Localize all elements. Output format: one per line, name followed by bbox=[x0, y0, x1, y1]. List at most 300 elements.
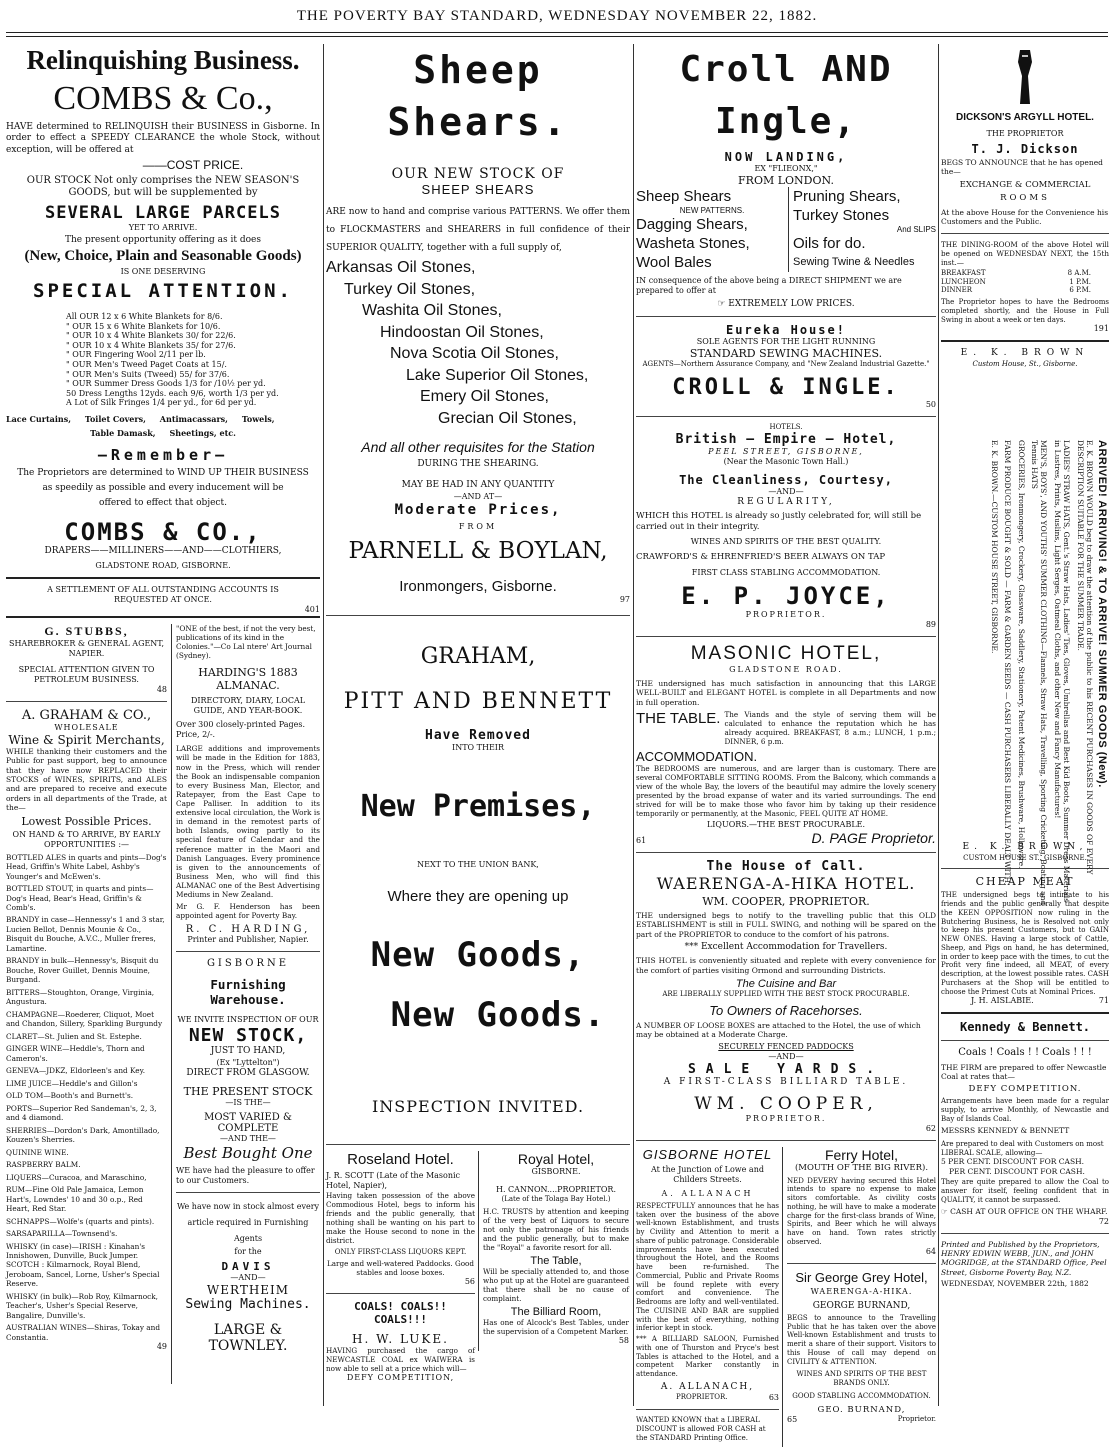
d-page-proprietor: D. PAGE Proprietor. bbox=[811, 830, 936, 846]
wine-list bbox=[6, 853, 167, 1343]
wines-spirits: WINES AND SPIRITS OF THE BEST QUALITY. bbox=[690, 537, 882, 547]
goods-right: Pruning Shears, bbox=[793, 188, 901, 205]
ad-number: 49 bbox=[156, 1342, 167, 1352]
cooper-text: THE undersigned begs to notify to the travelling public that this OLD ESTABLISHMENT is still in FULL SWING, and nothing will be spared on the part of the PROPRIETOR to conduce to the comfort of his patrons. bbox=[636, 911, 936, 939]
gisborne-hotel-heading: GISBORNE HOTEL bbox=[642, 1146, 773, 1162]
croll-ingle-title: Croll AND Ingle, bbox=[679, 49, 893, 142]
is-the: —IS THE— bbox=[225, 1097, 271, 1107]
and-the: —AND THE— bbox=[220, 1133, 276, 1143]
meal-times bbox=[941, 269, 1109, 295]
hw-luke: H. W. LUKE. bbox=[352, 1332, 449, 1347]
new-goods-2: New Goods. bbox=[390, 994, 606, 1035]
yet-to-arrive: YET TO ARRIVE. bbox=[128, 222, 198, 232]
meat-text: THE undersigned begs to intimate to his friends and the public generally that despite the KEEN OPPOSITION now ruling in the Butchering Business, he is Resolved not only to keep his present Customers, but to GAIN NEW ONES. Having a large stock of Cattle, Sheep, and Pigs on hand, he has determined, in order to keep pace with the times, to cut the Profit very fine indeed, all MEAT, of every description, at the lowest possible rates. CASH Purchasers at the Shop will be entitled to choose the Primest Cuts at Nominal Prices. bbox=[941, 891, 1109, 996]
messrs: MESSRS KENNEDY & BENNETT bbox=[941, 1126, 1070, 1136]
sole-agents: SOLE AGENTS FOR THE LIGHT RUNNING bbox=[696, 337, 876, 347]
wine-item: QUININE WINE. bbox=[6, 1147, 69, 1157]
large-townley: LARGE & TOWNLEY. bbox=[208, 1321, 288, 1354]
luke-text: HAVING purchased the cargo of NEWCASTLE COAL ex WAIWERA is now able to sell at a price which will— bbox=[326, 1346, 475, 1374]
extremely-low-text: EXTREMELY LOW PRICES. bbox=[728, 299, 855, 309]
is-one-deserving: IS ONE DESERVING bbox=[120, 267, 206, 276]
five-percent-2: PER CENT. DISCOUNT FOR CASH. bbox=[949, 1166, 1085, 1176]
custom-house: CUSTOM HOUSE ST., GISBORNE. bbox=[963, 853, 1087, 862]
stubbs-heading: G. STUBBS, bbox=[44, 623, 129, 638]
waerenga-label: WAERENGA-A-HIKA. bbox=[810, 1286, 913, 1296]
harding-pages: Over 300 closely-printed Pages. Price, 2/-. bbox=[176, 720, 306, 740]
joyce-proprietor: PROPRIETOR. bbox=[745, 609, 827, 619]
price-item: " OUR Men's Tweed Paget Coats at 15/. bbox=[66, 359, 227, 369]
proprietors-line-2: as speedily as possible and every inducement will be bbox=[42, 483, 284, 494]
fenced-paddocks: SECURELY FENCED PADDOCKS bbox=[718, 1041, 854, 1051]
column-rule bbox=[938, 44, 939, 1406]
wine-spirit-merchants: Wine & Spirit Merchants, bbox=[8, 732, 165, 747]
first-class-stabling: FIRST CLASS STABLING ACCOMMODATION. bbox=[691, 567, 881, 577]
the-table-heading: THE TABLE. bbox=[636, 710, 721, 727]
tj-dickson: T. J. Dickson bbox=[971, 142, 1079, 156]
wanted-known: WANTED KNOWN that a LIBERAL DISCOUNT is allowed FOR CASH at the STANDARD Printing Office. bbox=[636, 1416, 766, 1442]
sewing-machines: Sewing Machines. bbox=[185, 1296, 311, 1312]
good-stabling: GOOD STABLING ACCOMMODATION. bbox=[792, 1391, 931, 1400]
gisborne-hotel-ad bbox=[636, 1147, 782, 1447]
arrived-arriving: ARRIVED! ARRIVING! & TO ARRIVE! SUMMER GOODS (New). bbox=[1096, 440, 1108, 789]
aislabie: J. H. AISLABIE. bbox=[971, 996, 1034, 1006]
accommodation-text bbox=[761, 749, 763, 764]
rotated-ad bbox=[942, 440, 1108, 908]
masonic-hotel: MASONIC HOTEL, bbox=[690, 642, 882, 664]
mens-boys-clothing: MEN'S, BOYS', AND YOUTHS' SUMMER CLOTHING—Flannels, Straw Hats, Travelling, Sporting Cricketing, Boating and Tennis HATS bbox=[1030, 440, 1049, 906]
roseland-heading: Roseland Hotel. bbox=[347, 1150, 454, 1168]
geo-burnand: GEO. BURNAND, bbox=[817, 1404, 906, 1415]
masonic-intro: THE undersigned has much satisfaction in announcing that this LARGE WELL-BUILT and ELEGANT HOTEL is complete in all Departments and now in full operation. bbox=[636, 678, 936, 707]
ad-number: 48 bbox=[156, 684, 167, 694]
burnand-text: BEGS to announce to the Travelling Public that he has taken over the above Well-known Establishment and trusts to merit a share of their support. Visitors to this House of call may depend on CIVILITY & ATTENTION. bbox=[787, 1313, 936, 1366]
the-table-text: The Viands and the style of serving them will be calculated to enhance the reputation which he has already acquired. BREAKFAST, 8 a.m.; LUNCH, 1 p.m.; DINNER, 6 p.m. bbox=[724, 710, 936, 746]
ad-number: 71 bbox=[1098, 996, 1109, 1006]
wertheim: WERTHEIM bbox=[206, 1282, 290, 1297]
meal-row: DINNER 6 P.M. bbox=[941, 286, 1091, 295]
remember: —Remember— bbox=[97, 445, 229, 464]
wine-item: SARSAPARILLA—Townsend's. bbox=[6, 1229, 118, 1239]
wine-item: BOTTLED ALES in quarts and pints—Dog's Head, Griffin's White Label, Ashby's Younger's and McEwen's. bbox=[6, 852, 167, 881]
wine-item: SHERRIES—Dordon's Dark, Amontillado, Kouzen's Sherries. bbox=[6, 1125, 160, 1145]
peel-street: PEEL STREET, GISBORNE, bbox=[708, 446, 864, 456]
wine-item: SCHNAPPS—Wolfe's (quarts and pints). bbox=[6, 1216, 155, 1226]
proprietors-line-1: The Proprietors are determined to WIND UP THEIR BUSINESS bbox=[17, 467, 309, 478]
sheep-shears-text: ARE now to hand and comprise various PATTERNS. We offer them to FLOCKMASTERS and SHEARERS in full confidence of their SUPERIOR QUALITY, together with a full supply of, bbox=[326, 207, 630, 253]
gisborne-label: GISBORNE bbox=[206, 958, 290, 970]
graham-wine-ad bbox=[6, 624, 171, 1384]
goods-line-2: Table Damask, Sheetings, etc. bbox=[90, 427, 236, 438]
price-item: " OUR Fingering Wool 2/11 per lb. bbox=[66, 350, 206, 360]
stubbs-sub: SHAREBROKER & GENERAL AGENT, NAPIER. bbox=[8, 638, 165, 658]
exchange-commercial: EXCHANGE & COMMERCIAL bbox=[959, 179, 1091, 190]
ad-number: 89 bbox=[925, 619, 936, 629]
now-landing: NOW LANDING, bbox=[724, 150, 848, 164]
h-cannon: H. CANNON....PROPRIETOR. bbox=[495, 1184, 616, 1194]
furnishing-warehouse: Furnishing Warehouse. bbox=[210, 977, 286, 1008]
allanach-sign: A. ALLANACH, bbox=[660, 1381, 755, 1392]
combs-co-footer: COMBS & CO., bbox=[64, 517, 262, 546]
goods-left: Sheep Shears bbox=[636, 188, 732, 205]
the-table: The Table, bbox=[530, 1255, 582, 1268]
on-hand: ON HAND & TO ARRIVE, BY EARLY OPPORTUNITIES :— bbox=[12, 829, 161, 849]
owners-racehorses: To Owners of Racehorses. bbox=[709, 1002, 863, 1018]
goods-line-1: Lace Curtains, Toilet Covers, Antimacassars, Towels, bbox=[6, 413, 275, 424]
oil-stone: Emery Oil Stones, bbox=[420, 388, 549, 405]
kennedy-bennett: Kennedy & Bennett. bbox=[959, 1020, 1091, 1035]
special-attention: SPECIAL ATTENTION. bbox=[33, 280, 293, 302]
graham-text: WHILE thanking their customers and the Public for past support, beg to announce that they have now REPLACED their STOCKS of WINES, SPIRITS, and ALES and are prepared to receive and execute orders in all departments of the Trade, at the— bbox=[6, 746, 167, 813]
oil-stone: Hindoostan Oil Stones, bbox=[380, 323, 544, 341]
custom-house-street: E. K. BROWN.—CUSTOM HOUSE STREET, GISBORNE. bbox=[990, 440, 999, 654]
lowest-prices: Lowest Possible Prices. bbox=[21, 814, 152, 828]
a-allanach: A. ALLANACH bbox=[661, 1188, 754, 1198]
wine-item: AUSTRALIAN WINES—Shiras, Tokay and Constantia. bbox=[6, 1323, 161, 1342]
ladies-straw-hats: LADIES' STRAW HATS, Gent.'s Straw Hats, Ladies' Ties, Gloves, Umbrellas and Best Kid Boots, Summer Dress Materials in Lustres, Prints, Muslins, Light Serges, Oatmeal Cloths, and other New and Fancy Manufactures! bbox=[1052, 440, 1072, 903]
sir-george-grey: Sir George Grey Hotel, bbox=[795, 1269, 928, 1285]
ferry-hotel-heading: Ferry Hotel, bbox=[824, 1146, 899, 1163]
gisborne-hotel-junction: At the Junction of Lowe and Childers Streets. bbox=[651, 1164, 764, 1184]
billiard-room: The Billiard Room, bbox=[510, 1306, 602, 1319]
roseland-hotel-ad bbox=[326, 1150, 478, 1383]
prepared-to-deal: Are prepared to deal with Customers on most LIBERAL SCALE, allowing— bbox=[941, 1139, 1104, 1157]
oil-stones-list bbox=[326, 257, 630, 429]
from: FROM bbox=[458, 521, 498, 531]
proprietors-line-3: offered to effect that object. bbox=[99, 498, 227, 509]
ad-number: 63 bbox=[768, 1393, 779, 1403]
house-of-call: The House of Call. bbox=[706, 859, 866, 874]
masthead-rule-2 bbox=[6, 36, 1108, 37]
publication-date: WEDNESDAY, NOVEMBER 22th, 1882 bbox=[941, 1279, 1089, 1289]
which-hotel: WHICH this HOTEL is already so justly celebrated for, will still be carried out in their integrity. bbox=[636, 511, 922, 532]
harding-quote: "ONE of the best, if not the very best, publications of its kind in the Colonies."—Co Lal ntere' Art Journal (Sydney). bbox=[176, 623, 316, 661]
ad-number: 401 bbox=[304, 604, 320, 614]
wm-cooper: WM. COOPER, bbox=[694, 1093, 878, 1114]
wine-item: PORTS—Superior Red Sandeman's, 2, 3, and 4 diamond. bbox=[6, 1103, 157, 1123]
price-item: 50 Dress Lengths 12yds. each 9/6, worth 1/3 per yd. bbox=[66, 388, 279, 398]
and-connector-2: —AND— bbox=[768, 1051, 804, 1061]
sale-yards: SALE YARDS. bbox=[687, 1061, 885, 1077]
sheep-shears-title: Sheep Shears. bbox=[387, 48, 569, 144]
defy-competition: DEFY COMPETITION, bbox=[346, 1373, 455, 1383]
dickson-begs: BEGS TO ANNOUNCE that he has opened the— bbox=[941, 158, 1103, 177]
during-shearing: DURING THE SHEARING. bbox=[417, 459, 539, 469]
five-percent: 5 PER CENT. DISCOUNT FOR CASH. bbox=[941, 1157, 1085, 1167]
goods-left-sub: NEW PATTERNS. bbox=[679, 206, 745, 215]
wm-cooper-prop: WM. COOPER, PROPRIETOR. bbox=[702, 895, 870, 908]
wine-item: CLARET—St. Julien and St. Estephe. bbox=[6, 1031, 142, 1041]
coals-heading: COALS! COALS!! COALS!!! bbox=[354, 1300, 447, 1327]
brown-attention: E. K. BROWN WOULD beg to draw the attention of the public to his RECENT PURCHASES IN GOODS OF EVERY DESCRIPTION SUITABLE FOR THE SUMMER TRADE. bbox=[1075, 440, 1094, 875]
goods-left: Dagging Shears, bbox=[636, 216, 748, 233]
several-large-parcels: SEVERAL LARGE PARCELS bbox=[45, 202, 281, 223]
oil-stone: Washita Oil Stones, bbox=[362, 302, 502, 319]
hotels-label: HOTELS. bbox=[769, 423, 803, 431]
ek-brown: E. K. BROWN, bbox=[962, 842, 1088, 853]
ironmongers: Ironmongers, Gisborne. bbox=[399, 577, 557, 595]
arrangements: Arrangements have been made for a regular supply, to arrive Monthly, of Newcastle and Bay of Islands Coal. bbox=[941, 1097, 1109, 1123]
ad-number: 50 bbox=[925, 400, 936, 409]
we-have-pleasure: WE have had the pleasure to offer to our Customers. bbox=[176, 1165, 315, 1185]
ep-joyce: E. P. JOYCE, bbox=[681, 581, 891, 610]
cash-office bbox=[941, 1207, 1109, 1216]
and-connector: —AND— bbox=[768, 486, 804, 496]
wine-item: BRANDY in case—Hennessy's 1 and 3 star, Lucien Bellot, Dennis Mounie & Co., Bisquit du Bouche, A.V.C., Muller freres, Lamartine. bbox=[6, 915, 165, 953]
ad-number: 72 bbox=[1098, 1216, 1109, 1226]
custom-house-top: Custom House, St., Gisborne. bbox=[972, 359, 1078, 368]
wine-item: RASPBERRY BALM. bbox=[6, 1160, 81, 1170]
billiard-saloon: *** A BILLIARD SALOON, Furnished with one of Thurston and Pryce's best Tables is attached to the Hotel, and a competent Marker constantly in attendance. bbox=[636, 1335, 779, 1379]
have-removed: Have Removed bbox=[425, 727, 531, 743]
george-burnand: GEORGE BURNAND, bbox=[812, 1300, 911, 1311]
rooms: ROOMS bbox=[1000, 193, 1050, 204]
ex-lyttelton: (Ex "Lyttelton") bbox=[216, 1057, 280, 1067]
just-to-hand: JUST TO HAND, bbox=[210, 1046, 286, 1057]
most-varied: MOST VARIED & COMPLETE bbox=[204, 1111, 292, 1134]
combs-intro: HAVE determined to RELINQUISH their BUSINESS in Gisborne. In order to effect a SPEEDY CLEARANCE the whole Stock, without exception, will be offered at bbox=[6, 122, 320, 155]
goods-left: Washeta Stones, bbox=[636, 235, 750, 252]
rc-harding: R. C. HARDING, bbox=[185, 924, 311, 936]
mouth-big-river: (MOUTH OF THE BIG RIVER). bbox=[794, 1162, 929, 1173]
ad-number: 191 bbox=[1093, 324, 1109, 334]
dining-room: THE DINING-ROOM of the above Hotel will be opened on WEDNESDAY NEXT, the 15th inst.— bbox=[941, 239, 1109, 267]
column-croll-ingle bbox=[636, 44, 936, 1442]
ad-number: 62 bbox=[925, 1123, 936, 1133]
oil-stone: Arkansas Oil Stones, bbox=[326, 259, 476, 276]
any-quantity: MAY BE HAD IN ANY QUANTITY bbox=[401, 480, 555, 491]
present-opportunity: The present opportunity offering as it does bbox=[65, 234, 261, 245]
meal-row: BREAKFAST 8 A.M. bbox=[941, 268, 1091, 277]
cost-price: ——COST PRICE. bbox=[142, 157, 244, 172]
parnell-boylan: PARNELL & BOYLAN, bbox=[348, 537, 608, 564]
paddocks: Large and well-watered Paddocks. Good stables and loose boxes. bbox=[327, 1259, 474, 1278]
townley-label: TOWNLEY. bbox=[208, 1337, 288, 1354]
croll-ingle-footer: CROLL & INGLE. bbox=[672, 375, 900, 400]
farm-produce: FARM PRODUCE BOUGHT & SOLD — FARM & GARDEN SEEDS — CASH PURCHASERS LIBERALLY DEALT WITH. bbox=[1003, 440, 1013, 886]
british-empire: British — Empire — Hotel, bbox=[675, 431, 897, 447]
ad-number: 61 bbox=[636, 836, 647, 845]
defy-competition: DEFY COMPETITION. bbox=[968, 1083, 1082, 1094]
our-stock: OUR STOCK Not only comprises the NEW SEASON'S GOODS, but will be supplemented by bbox=[26, 174, 300, 199]
from-london: FROM LONDON. bbox=[738, 174, 834, 187]
combs-heading: COMBS & Co., bbox=[53, 80, 273, 117]
column-rule bbox=[633, 44, 634, 1406]
settlement-notice: A SETTLEMENT OF ALL OUTSTANDING ACCOUNTS IS REQUESTED AT ONCE. bbox=[47, 584, 279, 604]
next-union-bank: NEXT TO THE UNION BANK, bbox=[417, 859, 539, 869]
column-combs bbox=[6, 44, 320, 1404]
liberally-supplied: ARE LIBERALLY SUPPLIED WITH THE BEST STOCK PROCURABLE. bbox=[662, 990, 910, 999]
new-choice-goods: (New, Choice, Plain and Seasonable Goods) bbox=[24, 248, 302, 264]
oil-stone: Grecian Oil Stones, bbox=[438, 409, 577, 427]
direct-glasgow: DIRECT FROM GLASGOW. bbox=[186, 1067, 310, 1078]
table-text: Will be specially attended to, and those who put up at the Hotel are guaranteed that there shall be no cause of complaint. bbox=[483, 1267, 629, 1304]
into-their: INTO THEIR bbox=[452, 742, 504, 752]
hand-pointer-icon: ☞ bbox=[941, 1207, 951, 1217]
agents: AGENTS—Northern Assurance Company, and "New Zealand Industrial Gazette." bbox=[642, 360, 930, 369]
the-proprietor: THE PROPRIETOR bbox=[986, 129, 1064, 138]
loose-boxes: A NUMBER OF LOOSE BOXES are attached to the Hotel, the use of which may be obtained at a Moderate Charge. bbox=[636, 1020, 921, 1040]
invite-inspection: WE INVITE INSPECTION OF OUR bbox=[177, 1015, 319, 1025]
ad-number: 65 bbox=[787, 1415, 798, 1425]
dickson-hopes: The Proprietor hopes to have the Bedrooms completed shortly, and the House in Full Swing in about a week or ten days. bbox=[941, 298, 1109, 324]
masonic-road: GLADSTONE ROAD. bbox=[729, 664, 843, 674]
ad-number: 56 bbox=[464, 1277, 475, 1287]
this-hotel: THIS HOTEL is conveniently situated and replete with every convenience for the comfort of parties visiting Ormond and surrounding Districts. bbox=[636, 956, 936, 975]
first-class-liquors: ONLY FIRST-CLASS LIQUORS KEPT. bbox=[334, 1247, 467, 1256]
present-stock: THE PRESENT STOCK bbox=[183, 1084, 313, 1098]
our-new-stock: OUR NEW STOCK OF bbox=[391, 166, 565, 182]
wholesale: WHOLESALE bbox=[54, 722, 119, 732]
ned-devery: NED DEVERY having secured this Hotel intends to spare no expense to make sitors comfortable. As civility costs nothing, he will have to make a moderate charge for the first-class brands of Wine, Spirits, and Beer which he will always have on hand. Town rates strictly observed. bbox=[787, 1176, 936, 1246]
near-masonic: (Near the Masonic Town Hall.) bbox=[723, 456, 849, 466]
allanach-text: RESPECTFULLY announces that he has taken over the business of the above well-known Establishment, and trusts by Civility and Attention to merit a share of public patronage. Considerable improvements have been executed throughout the Hotel, and the Rooms have been re-furnished. The Commercial, Public and Private Rooms will be found replete with every comfort and convenience. The Bedrooms are lofty and well-ventilated. The CUISINE AND BAR are supplied with the best of everything, nothing inferior kept in stock. bbox=[636, 1201, 779, 1333]
wines-best-brands: WINES AND SPIRITS OF THE BEST BRANDS ONLY. bbox=[796, 1370, 927, 1387]
ex-ship: EX "FLIEONX," bbox=[754, 164, 818, 173]
printed-published: Printed and Published by the Proprietors, HENRY EDWIN WEBB, JUN., and JOHN MOGRIDGE, at the STANDARD Office, Peel Street, Gisborne Poverty Bay, N.Z. bbox=[941, 1239, 1107, 1277]
new-goods-1: New Goods, bbox=[370, 934, 586, 975]
davis: DAVIS bbox=[221, 1259, 275, 1273]
standard-sewing: STANDARD SEWING MACHINES. bbox=[689, 347, 883, 361]
masthead-rule bbox=[6, 32, 1108, 33]
wine-item: WHISKY (in case)—IRISH : Kinahan's Innishowen, Dunville, Buck Jumper. SCOTCH : Kilmarnock, Royal Blend, Jeroboam, Sancel, Lorne, Usher's Special Reserve. bbox=[6, 1241, 160, 1289]
quite-prepared: They are quite prepared to allow the Coal to answer for itself, feeling confident that in QUALITY, it cannot be surpassed. bbox=[941, 1178, 1109, 1204]
inspection-invited: INSPECTION INVITED. bbox=[371, 1096, 585, 1116]
oil-stone: Nova Scotia Oil Stones, bbox=[390, 345, 559, 362]
price-item: A Lot of Silk Fringes 1/4 per yd., for 6d per yd. bbox=[66, 398, 257, 408]
wine-item: CHAMPAGNE—Roederer, Cliquot, Moet and Chandon, Sillery, Sparkling Burgundy bbox=[6, 1009, 163, 1029]
price-item: " OUR 10 x 4 White Blankets 30/ for 22/6. bbox=[66, 331, 236, 341]
landing-goods bbox=[636, 187, 936, 272]
price-list bbox=[6, 312, 320, 408]
royal-text: H.C. TRUSTS by attention and keeping of the very best of Liquors to secure not only the patronage of his friends and the public generally, but to make the "Royal" a favorite resort for all. bbox=[483, 1207, 629, 1253]
ferry-hotel-ad bbox=[782, 1147, 936, 1447]
new-premises: New Premises, bbox=[360, 788, 596, 824]
column-rule bbox=[323, 44, 324, 1406]
accommodation-heading: ACCOMMODATION. bbox=[636, 749, 758, 764]
the-firm: THE FIRM are prepared to offer Newcastle Coal at rates that— bbox=[941, 1062, 1107, 1082]
masthead: THE POVERTY BAY STANDARD, WEDNESDAY NOVEMBER 22, 1882. bbox=[296, 8, 818, 24]
ek-brown-top: E. K. BROWN bbox=[960, 348, 1090, 359]
graham-heading: A. GRAHAM & CO., bbox=[21, 707, 152, 723]
harding-directory: DIRECTORY, DIARY, LOCAL GUIDE, AND YEAR-BOOK. bbox=[190, 696, 306, 716]
goods-right: Turkey Stones bbox=[793, 207, 890, 224]
hand-bottle-icon bbox=[1010, 48, 1040, 108]
liquors-best: LIQUORS.—THE BEST PROCURABLE. bbox=[706, 820, 866, 829]
goods-right: Oils for do. bbox=[793, 235, 866, 252]
wine-item: BITTERS—Stoughton, Orange, Virginia, Angustura. bbox=[6, 987, 155, 1007]
wine-item: WHISKY (in bulk)—Rob Roy, Kilmarnock, Teacher's, Usher's Special Reserve, Bangalire, Dunville's. bbox=[6, 1291, 158, 1320]
allanach-proprietor: PROPRIETOR. bbox=[676, 1393, 728, 1402]
goods-right: Sewing Twine & Needles bbox=[793, 256, 915, 268]
wine-item: LIME JUICE—Heddle's and Gillon's bbox=[6, 1078, 138, 1088]
best-bought: Best Bought One bbox=[183, 1143, 313, 1162]
oil-stone: Turkey Oil Stones, bbox=[344, 280, 476, 298]
wine-item: GENEVA—JDKZ, Eldorleen's and Key. bbox=[6, 1066, 146, 1076]
eureka-house: Eureka House! bbox=[726, 323, 846, 338]
dicksons-argyll: DICKSON'S ARGYLL HOTEL. bbox=[956, 112, 1094, 123]
wine-item: OLD TOM—Booth's and Burnett's. bbox=[6, 1091, 134, 1101]
cleanliness: The Cleanliness, Courtesy, bbox=[679, 472, 893, 487]
price-item: " OUR 15 x 6 White Blankets for 10/6. bbox=[66, 321, 221, 331]
henderson-agent: Mr G. F. Henderson has been appointed agent for Poverty Bay. bbox=[176, 902, 320, 921]
cuisine-bar: The Cuisine and Bar bbox=[735, 978, 837, 991]
stubbs-petroleum: SPECIAL ATTENTION GIVEN TO PETROLEUM BUSINESS. bbox=[18, 664, 155, 684]
wine-item: RUM—Fine Old Pale Jamaica, Lemon Hart's, Lowndes' 10 and 30 o.p., Red Heart, Red Star. bbox=[6, 1185, 144, 1214]
accommodation-body: The BEDROOMS are numerous, and are larger than is customary. There are several COMFORTABLE SITTING ROOMS. From the Balcony, which commands a view of the whole Bay, the lovers of the beautiful may admire the lovely scenery presented by the broad expanse of water and its varied surroundings. The end strived for will be to make those who favor him by taking up their residence temporarily or permanently, at the Masonic, FEEL QUITE AT HOME. bbox=[636, 764, 936, 818]
royal-heading: Royal Hotel, bbox=[517, 1150, 595, 1167]
gladstone-road: GLADSTONE ROAD, GISBORNE. bbox=[95, 560, 231, 570]
cooper-proprietor: PROPRIETOR. bbox=[745, 1113, 827, 1123]
extremely-low bbox=[636, 299, 936, 310]
royal-hotel-ad bbox=[478, 1151, 629, 1351]
cash-office-text: CASH AT OUR OFFICE ON THE WHARF. bbox=[950, 1207, 1108, 1217]
price-item: " OUR Men's Suits (Tweed) 55/ for 37/6. bbox=[66, 369, 230, 379]
consequence: IN consequence of the above being a DIRECT SHIPMENT we are prepared to offer at bbox=[636, 276, 902, 295]
wine-item: BOTTLED STOUT, in quarts and pints—Dog's Head, Bear's Head, Griffin's & Comb's. bbox=[6, 884, 154, 912]
wine-item: BRANDY in bulk—Hennessy's, Bisquit du Bouche, Rover Guillet, Dennis Mouine, Burgand. bbox=[6, 956, 159, 985]
price-item: " OUR Summer Dress Goods 1/3 for /10½ per yd. bbox=[66, 379, 266, 389]
large-label: LARGE bbox=[213, 1321, 266, 1338]
billiard-text: Has one of Alcock's Best Tables, under the supervision of a Competent Marker. bbox=[483, 1318, 629, 1337]
burnand-proprietor: Proprietor. bbox=[897, 1415, 936, 1424]
ad-number: 58 bbox=[618, 1336, 629, 1346]
drapers-line: DRAPERS——MILLINERS——AND——CLOTHIERS, bbox=[44, 545, 282, 556]
goods-left: Wool Bales bbox=[636, 254, 712, 271]
for-the: for the bbox=[234, 1246, 262, 1256]
column-sheep-shears bbox=[326, 44, 630, 1404]
groceries: GROCERIES, Ironmongery, Crockery, Glassware, Saddlery, Stationery, Patent Medicines, Brushware, Holloware. bbox=[1016, 440, 1026, 869]
wine-item: GINGER WINE—Heddle's, Thorn and Cameron's. bbox=[6, 1044, 145, 1063]
moderate-prices: Moderate Prices, bbox=[394, 501, 562, 518]
requisites-station: And all other requisites for the Station bbox=[361, 439, 595, 455]
graham-heading: GRAHAM, bbox=[420, 643, 536, 669]
printer-publisher: Printer and Publisher, Napier. bbox=[187, 935, 309, 945]
ad-number: 97 bbox=[619, 594, 630, 604]
goods-right-sub: And SLIPS bbox=[896, 225, 936, 234]
pitt-bennett: PITT AND BENNETT bbox=[343, 688, 613, 714]
excellent-accommodation: *** Excellent Accommodation for Travellers. bbox=[684, 942, 888, 953]
ad-number: 64 bbox=[925, 1246, 936, 1256]
roseland-text: Having taken possession of the above Commodious Hotel, begs to inform his friends and the public generally, that nothing shall be wanting on his part to make the House second to none in the district. bbox=[326, 1190, 475, 1245]
waerenga-hotel: WAERENGA-A-HIKA HOTEL. bbox=[656, 874, 916, 893]
tolaga: (Late of the Tolaga Bay Hotel.) bbox=[501, 1194, 611, 1203]
crawford-beer: CRAWFORD'S & EHRENFRIED'S BEER ALWAYS ON TAP bbox=[636, 552, 886, 563]
coals: Coals ! Coals ! ! Coals ! ! ! bbox=[958, 1047, 1092, 1059]
billiard-table: A FIRST-CLASS BILLIARD TABLE. bbox=[663, 1076, 909, 1087]
jr-scott: J. R. SCOTT (Late of the Masonic Hotel, Napier), bbox=[326, 1170, 461, 1190]
new-stock: NEW STOCK, bbox=[188, 1025, 308, 1047]
meal-row: LUNCHEON 1 P.M. bbox=[941, 277, 1091, 286]
harding-furnishing-ads bbox=[171, 624, 320, 1384]
column-dickson-brown bbox=[941, 44, 1109, 1404]
harding-almanac: HARDING'S 1883 ALMANAC. bbox=[198, 666, 298, 693]
relinquishing-title: Relinquishing Business. bbox=[26, 45, 300, 75]
regularity: REGULARITY, bbox=[737, 496, 835, 507]
oil-stone: Lake Superior Oil Stones, bbox=[406, 366, 589, 384]
dickson-convenience: At the above House for the Convenience his Customers and the Public. bbox=[941, 208, 1109, 227]
price-item: All OUR 12 x 6 White Blankets for 8/6. bbox=[66, 312, 223, 321]
opening-up: Where they are opening up bbox=[387, 887, 569, 905]
and-connector: —AND— bbox=[230, 1272, 266, 1282]
harding-text: LARGE additions and improvements will be made in the Edition for 1883, now in the Press, which will render the Book an indispensable companion to every Business Man, Elector, and Ratepayer, from the East Cape to Cape Palliser. In addition to its extensive local circulation, the Work is in demand in the remotest parts of both Islands, owing partly to its special feature of Calendar and the reference matter in the Maori and Danish Languages. Every prominence is given to the announcements of Business Men, who will find this ALMANAC one of the Best Advertising Mediums in New Zealand. bbox=[176, 744, 320, 900]
and-at: —AND AT— bbox=[453, 491, 503, 501]
price-item: " OUR 10 x 4 White Blankets 35/ for 27/6. bbox=[66, 340, 236, 350]
hand-pointer-icon: ☞ bbox=[717, 299, 729, 309]
wine-item: LIQUERS—Curacoa, and Maraschino, bbox=[6, 1172, 147, 1182]
cheap-meat: CHEAP MEAT bbox=[975, 875, 1075, 889]
royal-gisborne: GISBORNE. bbox=[531, 1166, 581, 1176]
furnishing-text: We have now in stock almost every article required in Furnishing Agents bbox=[176, 1201, 320, 1243]
